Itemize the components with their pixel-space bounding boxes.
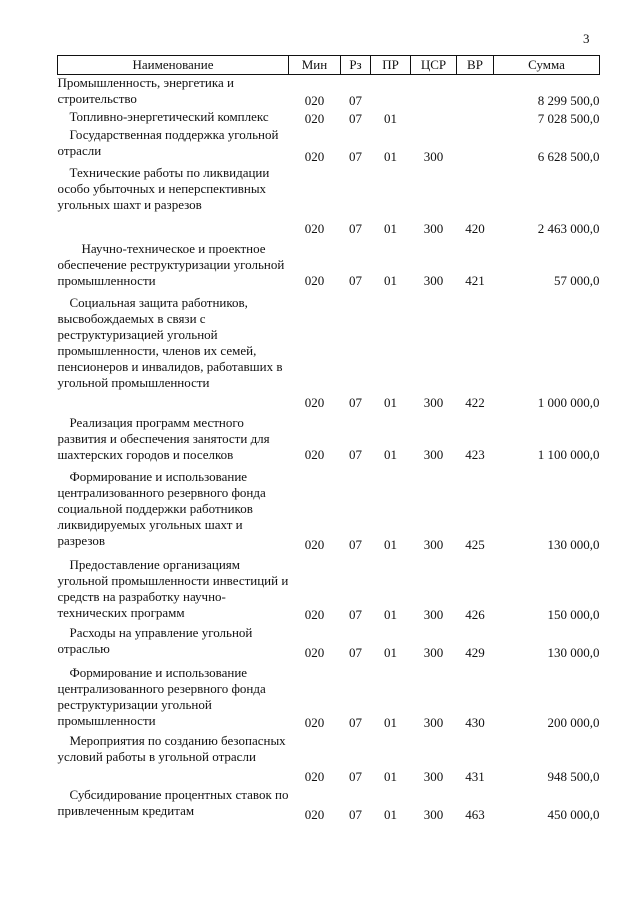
row-rz: 07: [349, 606, 362, 622]
row-min: 020: [304, 606, 325, 622]
row-csr: 300: [423, 446, 444, 462]
row-sum: 1 100 000,0: [537, 446, 600, 462]
row-sum: 948 500,0: [547, 768, 600, 784]
row-pr: 01: [384, 714, 397, 730]
row-rz: 07: [349, 446, 362, 462]
row-vr: 422: [465, 394, 485, 410]
row-rz: 07: [349, 536, 362, 552]
row-vr: 421: [465, 272, 485, 288]
row-name: Технические работы по ликвидации особо убыточных и неперспективных угольных шахт и разрезов: [57, 164, 270, 212]
row-rz: 07: [349, 644, 362, 660]
row-name: Предоставление организациям угольной промышленности инвестиций и средств на разработку научно-технических программ: [57, 556, 289, 620]
row-name: Формирование и использование централизованного резервного фонда реструктуризации угольной промышленности: [57, 664, 266, 728]
row-vr: [457, 75, 494, 109]
row-min: 020: [304, 714, 325, 730]
row-sum: 57 000,0: [554, 272, 600, 288]
table-row: [58, 463, 600, 553]
row-min: 020: [304, 394, 325, 410]
header-csr: ЦСР: [411, 56, 457, 75]
row-name: Формирование и использование централизованного резервного фонда социальной поддержки работников ликвидируемых угольных шахт и разрезов: [57, 468, 266, 548]
row-sum: 7 028 500,0: [537, 110, 600, 126]
header-rz: Рз: [341, 56, 371, 75]
row-name: Топливно-энергетический комплекс: [69, 108, 269, 124]
row-min: 020: [304, 536, 325, 552]
row-sum: 130 000,0: [547, 536, 600, 552]
row-vr: 430: [465, 714, 485, 730]
row-min: 020: [304, 272, 325, 288]
row-csr: 300: [423, 536, 444, 552]
row-name: Государственная поддержка угольной отрасли: [57, 126, 279, 158]
row-name: Промышленность, энергетика и строительство: [57, 75, 234, 106]
row-min: 020: [304, 92, 325, 108]
row-vr: 425: [465, 536, 485, 552]
row-min: 020: [304, 644, 325, 660]
row-vr: 423: [465, 446, 485, 462]
row-pr: 01: [384, 272, 397, 288]
row-name-cell: [58, 411, 289, 463]
row-csr: 300: [423, 220, 444, 236]
row-rz: 07: [349, 110, 362, 126]
row-csr: 300: [423, 714, 444, 730]
row-vr: 420: [465, 220, 485, 236]
row-min: 020: [304, 110, 325, 126]
row-rz: 07: [349, 394, 362, 410]
row-pr: 01: [384, 606, 397, 622]
row-rz: 07: [349, 92, 362, 108]
table-row: [58, 411, 600, 463]
row-name-cell: [58, 785, 289, 823]
budget-table: [57, 55, 600, 823]
row-pr: 01: [384, 394, 397, 410]
row-sum: 130 000,0: [547, 644, 600, 660]
row-vr: 463: [465, 806, 485, 822]
table-row: [58, 661, 600, 731]
table-row: [58, 75, 600, 109]
row-pr: 01: [384, 536, 397, 552]
table-row: [58, 109, 600, 127]
row-pr: 01: [384, 110, 397, 126]
row-name: Социальная защита работников, высвобождаемых в связи с реструктуризацией угольной промышленности, членов их семей, пенсионеров и инвалидов, работавших в угольной промышленности: [57, 294, 283, 390]
row-rz: 07: [349, 768, 362, 784]
row-name-cell: [58, 731, 289, 785]
table-row: [58, 785, 600, 823]
row-csr: 300: [423, 394, 444, 410]
table-row: [58, 127, 600, 165]
row-csr: 300: [423, 148, 444, 164]
row-name-cell: [58, 127, 289, 165]
row-csr: 300: [423, 768, 444, 784]
row-rz: 07: [349, 220, 362, 236]
row-name: Субсидирование процентных ставок по привлеченным кредитам: [57, 786, 289, 818]
row-pr: 01: [384, 446, 397, 462]
row-rz: 07: [349, 148, 362, 164]
row-name-cell: [58, 661, 289, 731]
table-row: [58, 623, 600, 661]
row-pr: 01: [384, 148, 397, 164]
row-name: Реализация программ местного развития и обеспечения занятости для шахтерских городов и поселков: [57, 414, 270, 462]
header-row: [58, 56, 600, 75]
row-name-cell: [58, 463, 289, 553]
row-pr: 01: [384, 768, 397, 784]
row-csr: 300: [423, 606, 444, 622]
table-row: [58, 289, 600, 411]
row-csr: 300: [423, 806, 444, 822]
row-vr: 429: [465, 644, 485, 660]
row-sum: 1 000 000,0: [537, 394, 600, 410]
header-sum: Сумма: [494, 56, 600, 75]
row-sum: 450 000,0: [547, 806, 600, 822]
row-sum: 6 628 500,0: [537, 148, 600, 164]
row-pr: [371, 75, 411, 109]
row-sum: 2 463 000,0: [537, 220, 600, 236]
header-pr: ПР: [371, 56, 411, 75]
row-vr: [457, 127, 494, 165]
row-vr: 431: [465, 768, 485, 784]
row-pr: 01: [384, 644, 397, 660]
header-min: Мин: [289, 56, 341, 75]
row-name-cell: [58, 75, 289, 109]
row-name: Расходы на управление угольной отраслью: [57, 624, 253, 656]
page-number: 3: [583, 31, 590, 46]
row-pr: 01: [384, 806, 397, 822]
row-csr: 300: [423, 272, 444, 288]
table-row: [58, 237, 600, 289]
row-sum: 200 000,0: [547, 714, 600, 730]
row-name-cell: [58, 623, 289, 661]
row-rz: 07: [349, 806, 362, 822]
table-body: [58, 75, 600, 823]
row-csr: [411, 75, 457, 109]
row-name-cell: [58, 237, 289, 289]
row-rz: 07: [349, 272, 362, 288]
table-row: [58, 165, 600, 237]
row-min: 020: [304, 806, 325, 822]
row-name: Мероприятия по созданию безопасных условий работы в угольной отрасли: [57, 732, 286, 764]
row-min: 020: [304, 446, 325, 462]
row-name-cell: [58, 165, 289, 237]
row-pr: 01: [384, 220, 397, 236]
row-min: 020: [304, 220, 325, 236]
row-csr: [411, 109, 457, 127]
row-vr: 426: [465, 606, 485, 622]
row-csr: 300: [423, 644, 444, 660]
row-rz: 07: [349, 714, 362, 730]
header-vr: ВР: [457, 56, 494, 75]
table-row: [58, 731, 600, 785]
header-name: Наименование: [58, 56, 289, 75]
row-sum: 150 000,0: [547, 606, 600, 622]
row-name: Научно-техническое и проектное обеспечение реструктуризации угольной промышленности: [57, 240, 285, 288]
row-vr: [457, 109, 494, 127]
row-name-cell: [58, 109, 289, 127]
row-min: 020: [304, 768, 325, 784]
row-sum: 8 299 500,0: [537, 92, 600, 108]
row-name-cell: [58, 553, 289, 623]
row-min: 020: [304, 148, 325, 164]
table-row: [58, 553, 600, 623]
row-name-cell: [58, 289, 289, 411]
